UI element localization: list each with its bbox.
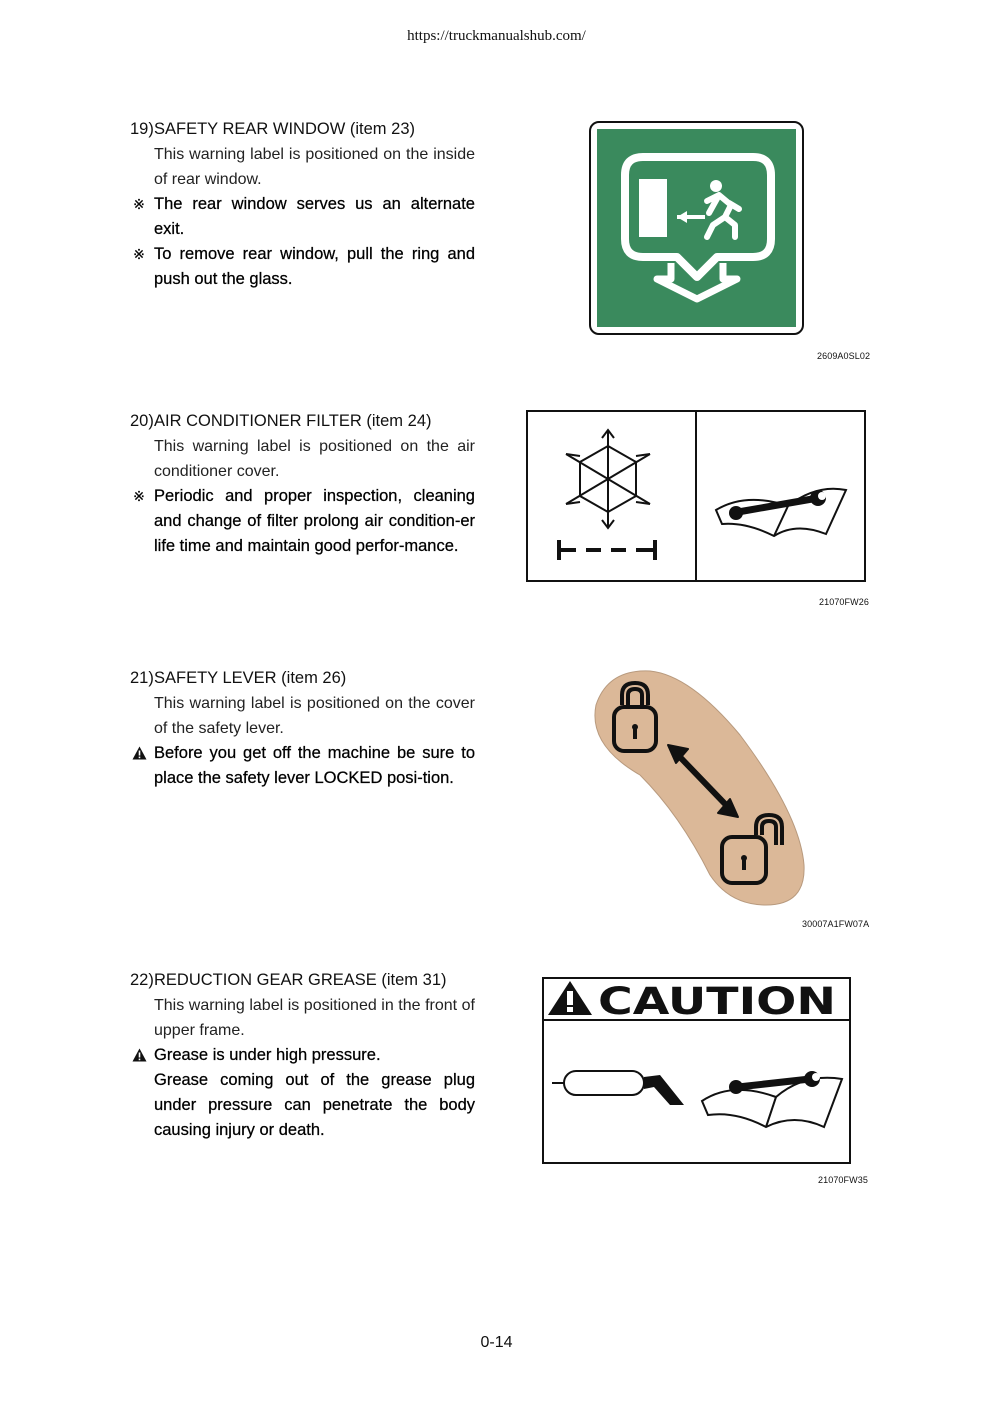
section-description: This warning label is positioned in the front of upper frame. [154, 997, 475, 1039]
section-number: 22) [130, 971, 154, 989]
section-title: REDUCTION GEAR GREASE [154, 971, 377, 989]
section-title: SAFETY REAR WINDOW [154, 120, 346, 138]
figure-code: 30007A1FW07A [802, 919, 870, 929]
air-filter-label [526, 410, 867, 588]
reference-mark: ※ [133, 246, 145, 262]
section-heading [130, 409, 475, 434]
section-heading [130, 666, 475, 691]
section-reduction-gear-grease [130, 968, 475, 1143]
section-safety-rear-window [130, 117, 475, 292]
section-heading [130, 117, 475, 142]
note: Grease coming out of the grease plug under pressure can penetrate the body causing injury or death. [154, 1071, 475, 1139]
section-description: This warning label is positioned on the inside of rear window. [154, 146, 475, 188]
section-item: (item 23) [349, 120, 415, 138]
section-safety-lever [130, 666, 475, 791]
note: ※ The rear window serves us an alternate exit. [154, 192, 475, 242]
section-number: 21) [130, 669, 154, 687]
section-number: 20) [130, 412, 154, 430]
note: Before you get off the machine be sure to place the safety lever LOCKED posi-tion. [154, 741, 475, 791]
grease-caution-label [542, 977, 852, 1170]
section-air-conditioner-filter [130, 409, 475, 559]
emergency-exit-icon [589, 121, 805, 336]
section-item: (item 31) [381, 971, 447, 989]
caution-word: CAUTION [598, 980, 836, 1023]
section-title: SAFETY LEVER [154, 669, 277, 687]
section-title: AIR CONDITIONER FILTER [154, 412, 362, 430]
section-item: (item 26) [281, 669, 347, 687]
reference-mark: ※ [133, 196, 145, 212]
section-item: (item 24) [366, 412, 432, 430]
safety-lever-label [580, 665, 810, 915]
warning-triangle-icon [132, 1048, 147, 1062]
reference-mark: ※ [133, 488, 145, 504]
note: ※ Periodic and proper inspection, cleaning and change of filter prolong air condition-er life time and maintain good perfor-mance. [154, 484, 475, 559]
section-number: 19) [130, 120, 154, 138]
note: ※ To remove rear window, pull the ring and push out the glass. [154, 242, 475, 292]
section-description: This warning label is positioned on the air conditioner cover. [154, 438, 475, 480]
figure-code: 21070FW26 [819, 597, 869, 607]
figure-code: 2609A0SL02 [817, 351, 871, 361]
section-heading [130, 968, 475, 993]
warning-triangle-icon [132, 746, 147, 760]
emergency-exit-label [589, 121, 805, 341]
header-url[interactable]: https://truckmanualshub.com/ [407, 28, 586, 44]
page-number: 0-14 [480, 1334, 513, 1351]
figure-code: 21070FW35 [818, 1175, 868, 1185]
note: Grease is under high pressure. [154, 1043, 475, 1068]
section-description: This warning label is positioned on the cover of the safety lever. [154, 695, 475, 737]
